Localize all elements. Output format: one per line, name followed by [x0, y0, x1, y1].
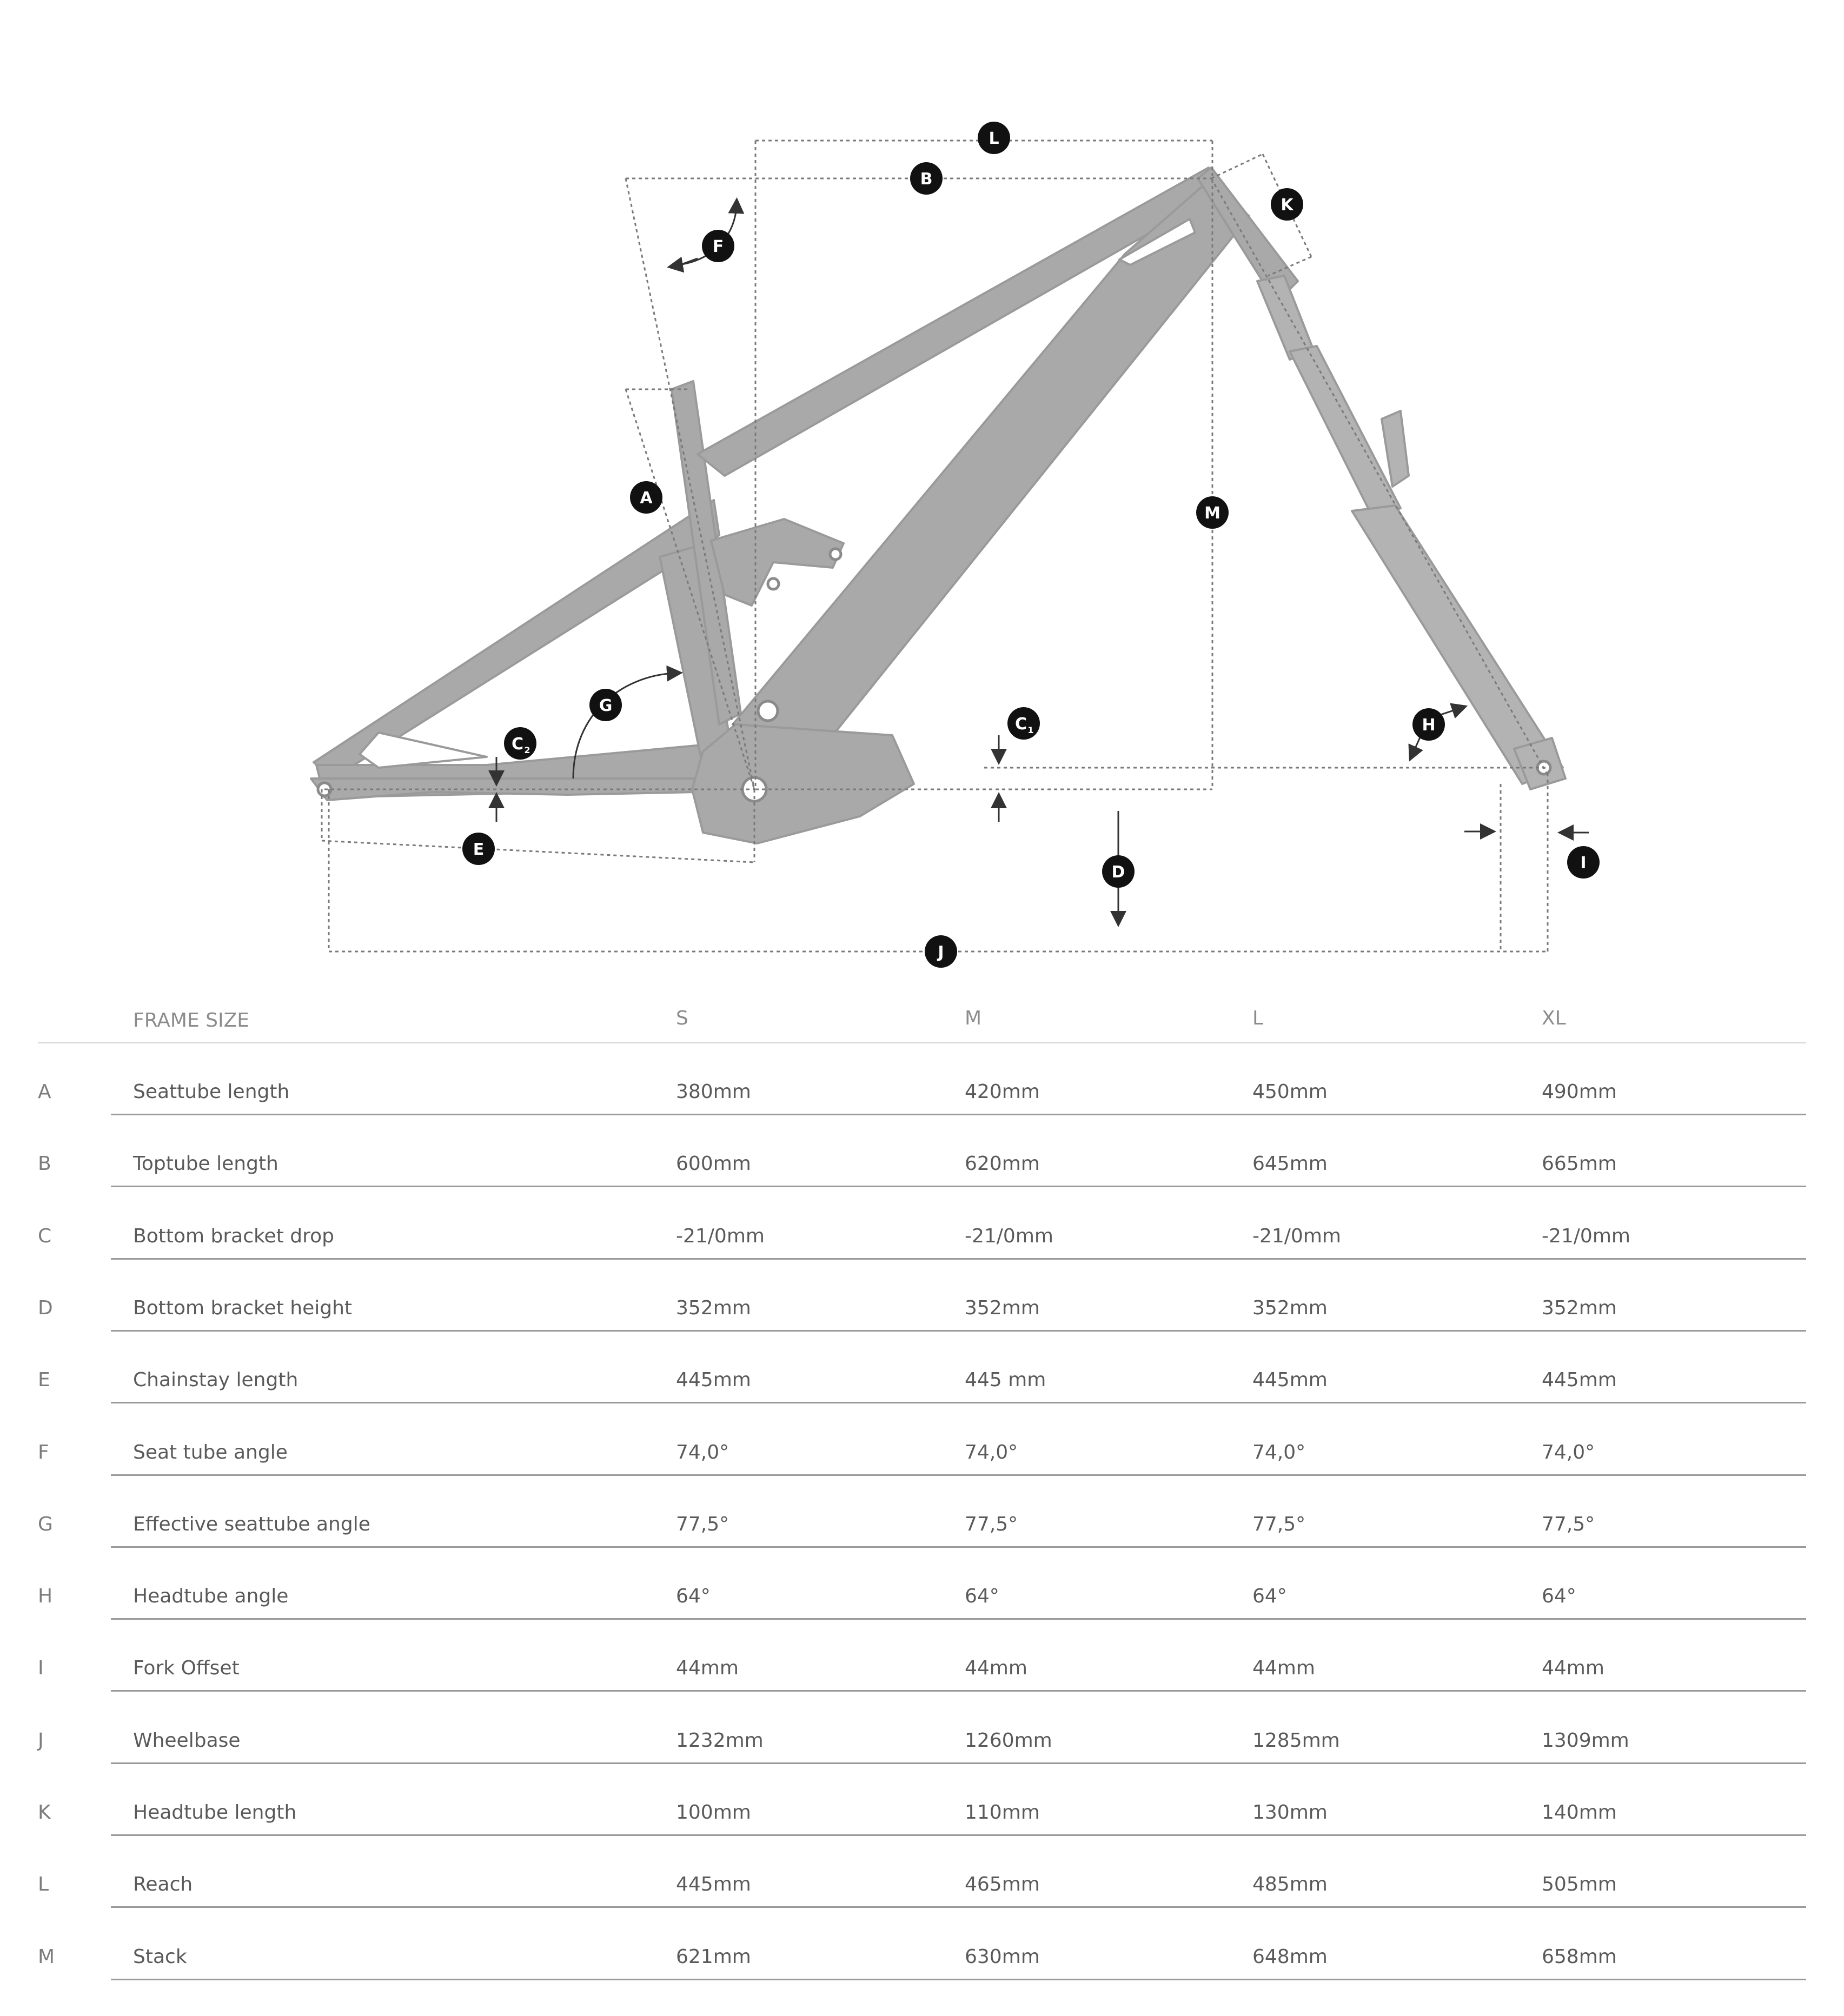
fork-crown-arch [1382, 411, 1409, 487]
row-value-m: 74,0° [965, 1441, 1018, 1463]
seat-angle-arc-2 [675, 258, 698, 266]
row-value-m: 77,5° [965, 1513, 1018, 1535]
row-value-s: 380mm [676, 1081, 751, 1103]
row-value-xl: 445mm [1542, 1369, 1617, 1392]
svg-text:B: B [920, 170, 933, 189]
row-value-m: 630mm [965, 1945, 1040, 1968]
header-divider [38, 1042, 1806, 1043]
rocker-link [711, 519, 844, 606]
fork [1257, 276, 1566, 789]
svg-text:F: F [712, 237, 724, 256]
rocker-pivot-2 [830, 549, 841, 560]
row-measurement-name: Fork Offset [133, 1657, 240, 1680]
row-divider [111, 1906, 1806, 1908]
marker-C1 [1007, 707, 1040, 740]
svg-text:C: C [511, 735, 524, 754]
row-value-m: 44mm [965, 1657, 1027, 1680]
row-value-m: 64° [965, 1585, 999, 1608]
row-divider [111, 1258, 1806, 1260]
row-value-s: 445mm [676, 1369, 751, 1392]
row-value-l: 450mm [1252, 1081, 1328, 1103]
marker-G [589, 689, 622, 721]
row-letter: I [38, 1657, 44, 1680]
row-divider [111, 1546, 1806, 1548]
row-value-l: 130mm [1252, 1801, 1328, 1824]
row-value-s: 621mm [676, 1945, 751, 1968]
headtube-k1 [1211, 154, 1263, 178]
row-value-xl: 505mm [1542, 1873, 1617, 1896]
svg-text:A: A [640, 489, 653, 508]
svg-text:J: J [938, 943, 944, 962]
row-divider [111, 1114, 1806, 1115]
row-value-s: 74,0° [676, 1441, 729, 1463]
row-measurement-name: Reach [133, 1873, 193, 1896]
marker-C2 [504, 727, 536, 760]
row-letter: A [38, 1081, 51, 1103]
row-letter: D [38, 1296, 53, 1319]
row-measurement-name: Headtube length [133, 1801, 297, 1824]
row-measurement-name: Seattube length [133, 1081, 290, 1103]
row-divider [111, 1979, 1806, 1980]
svg-text:I: I [1580, 854, 1587, 873]
row-value-m: 445 mm [965, 1369, 1046, 1392]
row-value-xl: -21/0mm [1542, 1225, 1630, 1247]
row-measurement-name: Headtube angle [133, 1585, 289, 1608]
size-header-l: L [1252, 1007, 1264, 1029]
row-value-xl: 352mm [1542, 1296, 1617, 1319]
row-value-l: 648mm [1252, 1945, 1328, 1968]
svg-text:M: M [1204, 504, 1221, 523]
frame-size-header: FRAME SIZE [133, 1009, 250, 1032]
chainstay-line-bottom [322, 841, 754, 862]
svg-text:H: H [1422, 716, 1436, 735]
row-measurement-name: Bottom bracket drop [133, 1225, 335, 1247]
row-value-l: 352mm [1252, 1296, 1328, 1319]
row-value-m: -21/0mm [965, 1225, 1053, 1247]
main-pivot [758, 701, 778, 721]
row-letter: G [38, 1513, 53, 1535]
marker-M [1196, 496, 1229, 529]
row-divider [111, 1834, 1806, 1836]
row-value-l: 485mm [1252, 1873, 1328, 1896]
row-value-s: 77,5° [676, 1513, 729, 1535]
svg-text:C: C [1014, 715, 1027, 734]
row-value-m: 110mm [965, 1801, 1040, 1824]
row-divider [111, 1618, 1806, 1620]
row-divider [111, 1762, 1806, 1764]
svg-text:2: 2 [524, 745, 530, 755]
marker-D [1102, 855, 1135, 888]
row-value-l: 1285mm [1252, 1729, 1340, 1752]
marker-H [1412, 708, 1445, 741]
svg-text:L: L [989, 129, 999, 148]
row-value-m: 1260mm [965, 1729, 1052, 1752]
row-value-l: 64° [1252, 1585, 1287, 1608]
row-letter: J [38, 1729, 44, 1752]
row-divider [111, 1690, 1806, 1692]
rear-triangle-cutout [360, 733, 487, 768]
row-measurement-name: Effective seattube angle [133, 1513, 370, 1535]
marker-J [925, 935, 957, 968]
row-letter: F [38, 1441, 49, 1463]
row-measurement-name: Wheelbase [133, 1729, 241, 1752]
svg-text:G: G [599, 696, 613, 715]
row-divider [111, 1186, 1806, 1187]
row-divider [111, 1402, 1806, 1403]
motor-housing [692, 724, 914, 843]
size-header-s: S [676, 1007, 688, 1029]
row-letter: H [38, 1585, 53, 1608]
row-value-s: 352mm [676, 1296, 751, 1319]
row-letter: E [38, 1369, 50, 1392]
row-value-l: 44mm [1252, 1657, 1315, 1680]
row-value-s: 64° [676, 1585, 711, 1608]
row-value-l: 445mm [1252, 1369, 1328, 1392]
row-value-l: -21/0mm [1252, 1225, 1341, 1247]
row-value-xl: 77,5° [1542, 1513, 1595, 1535]
row-value-m: 420mm [965, 1081, 1040, 1103]
row-letter: M [38, 1945, 55, 1968]
row-measurement-name: Stack [133, 1945, 187, 1968]
row-value-m: 465mm [965, 1873, 1040, 1896]
fork-lower-leg [1352, 505, 1563, 784]
row-value-l: 77,5° [1252, 1513, 1306, 1535]
marker-L [978, 122, 1010, 154]
row-letter: C [38, 1225, 52, 1247]
svg-text:K: K [1281, 196, 1294, 215]
svg-text:1: 1 [1027, 725, 1034, 735]
marker-B [910, 162, 943, 195]
svg-text:D: D [1111, 863, 1125, 882]
marker-I [1567, 846, 1600, 879]
row-letter: B [38, 1153, 51, 1175]
size-header-m: M [965, 1007, 982, 1029]
row-value-s: 1232mm [676, 1729, 764, 1752]
row-measurement-name: Chainstay length [133, 1369, 299, 1392]
marker-E [462, 833, 495, 865]
row-value-xl: 490mm [1542, 1081, 1617, 1103]
rocker-pivot-1 [768, 578, 779, 589]
row-letter: L [38, 1873, 49, 1896]
marker-K [1271, 188, 1303, 221]
row-value-s: 445mm [676, 1873, 751, 1896]
row-value-xl: 1309mm [1542, 1729, 1629, 1752]
row-measurement-name: Bottom bracket height [133, 1296, 353, 1319]
row-divider [111, 1474, 1806, 1476]
row-value-m: 352mm [965, 1296, 1040, 1319]
row-value-xl: 140mm [1542, 1801, 1617, 1824]
row-value-s: 100mm [676, 1801, 751, 1824]
row-value-xl: 665mm [1542, 1153, 1617, 1175]
row-value-l: 74,0° [1252, 1441, 1306, 1463]
marker-F [702, 230, 734, 262]
letter-markers [462, 122, 1600, 968]
marker-A [630, 481, 662, 514]
row-value-xl: 658mm [1542, 1945, 1617, 1968]
row-divider [111, 1330, 1806, 1332]
bike-frame [311, 168, 1298, 843]
size-header-xl: XL [1542, 1007, 1566, 1029]
row-value-m: 620mm [965, 1153, 1040, 1175]
chainstay-lower [311, 779, 698, 800]
down-tube [733, 178, 1249, 735]
frame-geometry-diagram [0, 0, 1844, 973]
row-value-xl: 64° [1542, 1585, 1576, 1608]
row-value-xl: 74,0° [1542, 1441, 1595, 1463]
row-value-s: 44mm [676, 1657, 739, 1680]
fork-steerer [1257, 276, 1314, 360]
row-value-l: 645mm [1252, 1153, 1328, 1175]
row-value-xl: 44mm [1542, 1657, 1604, 1680]
row-letter: K [38, 1801, 51, 1824]
svg-text:E: E [473, 840, 485, 859]
row-value-s: 600mm [676, 1153, 751, 1175]
row-value-s: -21/0mm [676, 1225, 765, 1247]
row-measurement-name: Seat tube angle [133, 1441, 288, 1463]
row-measurement-name: Toptube length [133, 1153, 278, 1175]
